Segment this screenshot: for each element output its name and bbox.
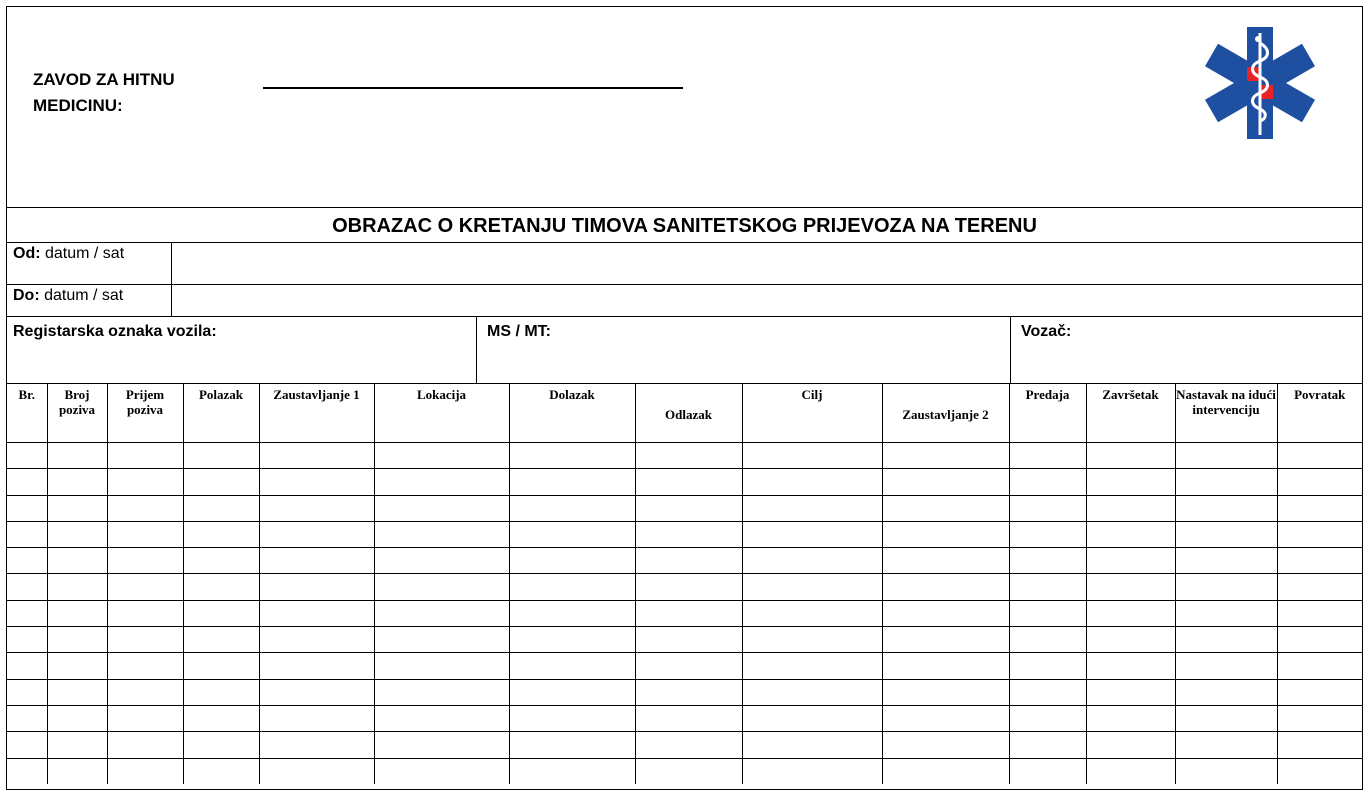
table-header-row xyxy=(7,384,1362,443)
table-cell[interactable] xyxy=(7,653,47,679)
table-cell[interactable] xyxy=(635,627,742,653)
table-cell[interactable] xyxy=(882,469,1009,495)
table-cell[interactable] xyxy=(635,732,742,758)
table-cell[interactable] xyxy=(1009,600,1086,626)
table-cell[interactable] xyxy=(1277,679,1362,705)
do-row xyxy=(7,285,1362,317)
table-cell[interactable] xyxy=(374,600,509,626)
organization-label: ZAVOD ZA HITNU MEDICINU: xyxy=(33,70,175,115)
table-cell[interactable] xyxy=(882,679,1009,705)
table-cell[interactable] xyxy=(742,705,882,731)
table-cell[interactable] xyxy=(882,600,1009,626)
table-cell[interactable] xyxy=(183,679,259,705)
table-cell[interactable] xyxy=(259,679,374,705)
table-cell[interactable] xyxy=(882,521,1009,547)
table-cell[interactable] xyxy=(259,574,374,600)
col-br: Br. xyxy=(7,384,47,443)
table-cell[interactable] xyxy=(742,574,882,600)
table-cell[interactable] xyxy=(509,548,635,574)
table-cell[interactable] xyxy=(107,679,183,705)
table-cell[interactable] xyxy=(1086,521,1175,547)
table-cell[interactable] xyxy=(183,495,259,521)
table-cell[interactable] xyxy=(183,627,259,653)
table-cell[interactable] xyxy=(374,495,509,521)
table-cell[interactable] xyxy=(107,732,183,758)
table-cell[interactable] xyxy=(1277,548,1362,574)
table-cell[interactable] xyxy=(107,574,183,600)
table-cell[interactable] xyxy=(47,574,107,600)
table-cell[interactable] xyxy=(882,732,1009,758)
table-row xyxy=(7,653,1362,679)
table-cell[interactable] xyxy=(47,469,107,495)
table-cell[interactable] xyxy=(183,600,259,626)
table-cell[interactable] xyxy=(1009,679,1086,705)
table-cell[interactable] xyxy=(1175,679,1277,705)
table-cell[interactable] xyxy=(374,705,509,731)
table-cell[interactable] xyxy=(1009,521,1086,547)
table-cell[interactable] xyxy=(259,495,374,521)
table-cell[interactable] xyxy=(183,469,259,495)
table-cell[interactable] xyxy=(742,600,882,626)
table-cell[interactable] xyxy=(374,758,509,784)
col-predaja: Predaja xyxy=(1009,384,1086,443)
table-cell[interactable] xyxy=(7,600,47,626)
table-cell[interactable] xyxy=(1086,600,1175,626)
table-cell[interactable] xyxy=(259,653,374,679)
table-cell[interactable] xyxy=(509,600,635,626)
table-cell[interactable] xyxy=(1009,653,1086,679)
table-cell[interactable] xyxy=(7,732,47,758)
table-cell[interactable] xyxy=(509,758,635,784)
table-cell[interactable] xyxy=(1175,574,1277,600)
form-frame xyxy=(6,6,1363,790)
table-cell[interactable] xyxy=(1086,732,1175,758)
table-cell[interactable] xyxy=(1086,679,1175,705)
ms-mt-field[interactable]: MS / MT: xyxy=(477,317,1011,383)
table-cell[interactable] xyxy=(259,521,374,547)
od-label: Od: datum / sat xyxy=(7,243,172,284)
table-cell[interactable] xyxy=(1086,443,1175,469)
col-broj-poziva: Broj poziva xyxy=(47,384,107,443)
table-cell[interactable] xyxy=(47,758,107,784)
table-body xyxy=(7,443,1362,784)
organization-name-field[interactable] xyxy=(263,87,683,89)
table-row xyxy=(7,548,1362,574)
table-cell[interactable] xyxy=(882,653,1009,679)
table-cell[interactable] xyxy=(1009,732,1086,758)
table-cell[interactable] xyxy=(47,600,107,626)
table-cell[interactable] xyxy=(742,443,882,469)
table-cell[interactable] xyxy=(374,653,509,679)
table-cell[interactable] xyxy=(1175,443,1277,469)
table-cell[interactable] xyxy=(742,495,882,521)
table-cell[interactable] xyxy=(107,705,183,731)
col-zavrsetak: Završetak xyxy=(1086,384,1175,443)
table-cell[interactable] xyxy=(509,469,635,495)
table-cell[interactable] xyxy=(183,732,259,758)
col-dolazak: Dolazak xyxy=(509,384,635,443)
table-cell[interactable] xyxy=(47,627,107,653)
table-cell[interactable] xyxy=(635,705,742,731)
table-cell[interactable] xyxy=(183,653,259,679)
col-odlazak: Odlazak xyxy=(635,384,742,443)
table-cell[interactable] xyxy=(882,705,1009,731)
table-cell[interactable] xyxy=(107,548,183,574)
table-cell[interactable] xyxy=(635,495,742,521)
table-cell[interactable] xyxy=(107,600,183,626)
table-cell[interactable] xyxy=(7,548,47,574)
table-cell[interactable] xyxy=(742,679,882,705)
table-cell[interactable] xyxy=(1086,758,1175,784)
table-row xyxy=(7,732,1362,758)
table-cell[interactable] xyxy=(1175,732,1277,758)
star-of-life-icon xyxy=(1200,23,1320,143)
table-cell[interactable] xyxy=(509,653,635,679)
table-cell[interactable] xyxy=(1277,495,1362,521)
table-cell[interactable] xyxy=(259,627,374,653)
table-cell[interactable] xyxy=(7,495,47,521)
table-cell[interactable] xyxy=(882,548,1009,574)
table-cell[interactable] xyxy=(1175,469,1277,495)
table-cell[interactable] xyxy=(1175,705,1277,731)
do-field[interactable] xyxy=(172,285,1362,316)
table-cell[interactable] xyxy=(635,653,742,679)
table-cell[interactable] xyxy=(107,758,183,784)
table-cell[interactable] xyxy=(7,758,47,784)
table-row xyxy=(7,679,1362,705)
table-row xyxy=(7,627,1362,653)
table-cell[interactable] xyxy=(1009,443,1086,469)
table-cell[interactable] xyxy=(7,521,47,547)
table-cell[interactable] xyxy=(882,574,1009,600)
table-cell[interactable] xyxy=(635,600,742,626)
col-prijem-poziva: Prijem poziva xyxy=(107,384,183,443)
table-cell[interactable] xyxy=(1277,574,1362,600)
table-cell[interactable] xyxy=(374,469,509,495)
vehicle-field[interactable]: Registarska oznaka vozila: xyxy=(7,317,477,383)
form-header xyxy=(7,7,1362,207)
table-cell[interactable] xyxy=(1175,548,1277,574)
table-cell[interactable] xyxy=(509,732,635,758)
table-cell[interactable] xyxy=(742,521,882,547)
table-cell[interactable] xyxy=(1009,469,1086,495)
table-cell[interactable] xyxy=(1086,548,1175,574)
table-cell[interactable] xyxy=(509,679,635,705)
table-cell[interactable] xyxy=(374,574,509,600)
table-cell[interactable] xyxy=(374,732,509,758)
table-row xyxy=(7,574,1362,600)
table-cell[interactable] xyxy=(374,443,509,469)
table-row xyxy=(7,469,1362,495)
table-cell[interactable] xyxy=(107,495,183,521)
table-cell[interactable] xyxy=(1277,627,1362,653)
table-cell[interactable] xyxy=(509,627,635,653)
col-polazak: Polazak xyxy=(183,384,259,443)
table-cell[interactable] xyxy=(1277,600,1362,626)
table-cell[interactable] xyxy=(742,469,882,495)
table-cell[interactable] xyxy=(259,705,374,731)
table-cell[interactable] xyxy=(1086,627,1175,653)
table-cell[interactable] xyxy=(1277,732,1362,758)
table-cell[interactable] xyxy=(259,548,374,574)
table-cell[interactable] xyxy=(183,548,259,574)
table-row xyxy=(7,705,1362,731)
table-cell[interactable] xyxy=(1086,574,1175,600)
table-cell[interactable] xyxy=(742,548,882,574)
form-title: OBRAZAC O KRETANJU TIMOVA SANITETSKOG PRIJEVOZA NA TERENU xyxy=(7,207,1362,243)
table-cell[interactable] xyxy=(107,469,183,495)
table-cell[interactable] xyxy=(635,574,742,600)
table-cell[interactable] xyxy=(742,758,882,784)
table-cell[interactable] xyxy=(1175,600,1277,626)
table-cell[interactable] xyxy=(1277,705,1362,731)
table-cell[interactable] xyxy=(107,627,183,653)
table-cell[interactable] xyxy=(1086,653,1175,679)
table-cell[interactable] xyxy=(635,469,742,495)
table-row xyxy=(7,443,1362,469)
table-cell[interactable] xyxy=(509,574,635,600)
table-cell[interactable] xyxy=(1175,627,1277,653)
col-zaustavljanje-2: Zaustavljanje 2 xyxy=(882,384,1009,443)
table-cell[interactable] xyxy=(47,653,107,679)
table-cell[interactable] xyxy=(882,758,1009,784)
table-cell[interactable] xyxy=(7,679,47,705)
table-cell[interactable] xyxy=(374,627,509,653)
table-cell[interactable] xyxy=(183,758,259,784)
table-cell[interactable] xyxy=(509,495,635,521)
table-cell[interactable] xyxy=(635,758,742,784)
table-cell[interactable] xyxy=(742,653,882,679)
table-cell[interactable] xyxy=(1009,574,1086,600)
table-cell[interactable] xyxy=(1277,469,1362,495)
table-cell[interactable] xyxy=(259,758,374,784)
table-cell[interactable] xyxy=(47,705,107,731)
table-cell[interactable] xyxy=(882,443,1009,469)
col-zaustavljanje-1: Zaustavljanje 1 xyxy=(259,384,374,443)
table-cell[interactable] xyxy=(1277,653,1362,679)
table-cell[interactable] xyxy=(1175,495,1277,521)
table-cell[interactable] xyxy=(1086,469,1175,495)
table-cell[interactable] xyxy=(183,521,259,547)
table-cell[interactable] xyxy=(7,627,47,653)
table-cell[interactable] xyxy=(509,705,635,731)
table-cell[interactable] xyxy=(1086,705,1175,731)
table-cell[interactable] xyxy=(374,679,509,705)
table-cell[interactable] xyxy=(635,679,742,705)
movement-table xyxy=(7,383,1362,784)
table-cell[interactable] xyxy=(7,574,47,600)
table-row xyxy=(7,600,1362,626)
table-cell[interactable] xyxy=(1175,758,1277,784)
table-cell[interactable] xyxy=(259,600,374,626)
table-cell[interactable] xyxy=(47,679,107,705)
table-cell[interactable] xyxy=(1175,521,1277,547)
driver-field[interactable]: Vozač: xyxy=(1021,323,1072,340)
table-cell[interactable] xyxy=(1086,495,1175,521)
table-cell[interactable] xyxy=(374,521,509,547)
table-cell[interactable] xyxy=(635,521,742,547)
col-cilj: Cilj xyxy=(742,384,882,443)
table-cell[interactable] xyxy=(1277,521,1362,547)
table-cell[interactable] xyxy=(259,732,374,758)
table-cell[interactable] xyxy=(107,521,183,547)
col-povratak: Povratak xyxy=(1277,384,1362,443)
table-cell[interactable] xyxy=(47,495,107,521)
table-cell[interactable] xyxy=(1009,758,1086,784)
table-cell[interactable] xyxy=(1009,495,1086,521)
col-nastavak: Nastavak na idući intervenciju xyxy=(1175,384,1277,443)
table-cell[interactable] xyxy=(1175,653,1277,679)
table-cell[interactable] xyxy=(509,521,635,547)
table-cell[interactable] xyxy=(742,732,882,758)
table-cell[interactable] xyxy=(882,495,1009,521)
table-cell[interactable] xyxy=(107,443,183,469)
table-cell[interactable] xyxy=(47,443,107,469)
table-cell[interactable] xyxy=(259,469,374,495)
table-cell[interactable] xyxy=(635,443,742,469)
od-row xyxy=(7,243,1362,285)
table-cell[interactable] xyxy=(1277,758,1362,784)
table-cell[interactable] xyxy=(107,653,183,679)
table-cell[interactable] xyxy=(259,443,374,469)
table-row xyxy=(7,495,1362,521)
table-cell[interactable] xyxy=(7,443,47,469)
table-cell[interactable] xyxy=(183,705,259,731)
vehicle-row xyxy=(7,317,1362,383)
table-cell[interactable] xyxy=(635,548,742,574)
table-cell[interactable] xyxy=(1009,705,1086,731)
table-cell[interactable] xyxy=(47,548,107,574)
col-lokacija: Lokacija xyxy=(374,384,509,443)
table-cell[interactable] xyxy=(374,548,509,574)
table-row xyxy=(7,521,1362,547)
table-cell[interactable] xyxy=(47,732,107,758)
table-cell[interactable] xyxy=(183,443,259,469)
table-cell[interactable] xyxy=(1009,627,1086,653)
table-cell[interactable] xyxy=(742,627,882,653)
table-cell[interactable] xyxy=(882,627,1009,653)
table-cell[interactable] xyxy=(7,469,47,495)
table-cell[interactable] xyxy=(7,705,47,731)
table-cell[interactable] xyxy=(1277,443,1362,469)
table-cell[interactable] xyxy=(183,574,259,600)
table-cell[interactable] xyxy=(47,521,107,547)
table-cell[interactable] xyxy=(509,443,635,469)
table-row xyxy=(7,758,1362,784)
do-label: Do: datum / sat xyxy=(7,285,172,316)
od-field[interactable] xyxy=(172,243,1362,284)
table-cell[interactable] xyxy=(1009,548,1086,574)
